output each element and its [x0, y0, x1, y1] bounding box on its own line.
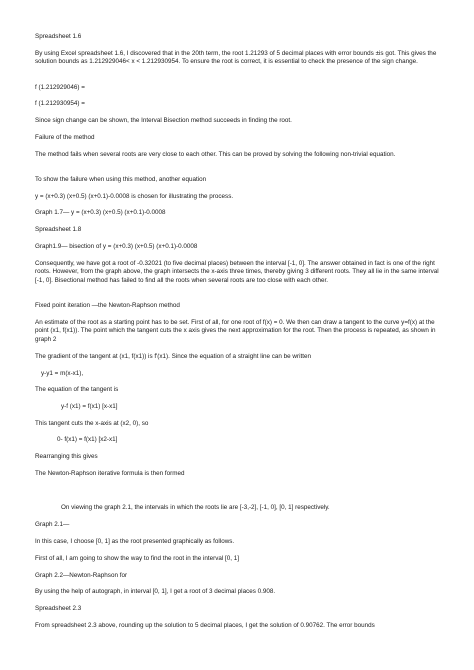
heading-spreadsheet-1-6: Spreadsheet 1.6 [35, 33, 82, 40]
paragraph-root-result: By using Excel spreadsheet 1.6, I discovered that in the 20th term, the root 1.21293 of 5 decimal places with error bounds ±is got. This gives the solution bounds as 1.212929046< x < 1.212930954. To ensure the root is correct, it is essential to check the presence of the sign change. [35, 50, 437, 66]
paragraph-nr-formula: The Newton-Raphson iterative formula is then formed [35, 470, 185, 477]
caption-graph-1-9: Graph1.9— bisection of y = (x+0.3) (x+0.5) (x+0.1)-0.0008 [35, 243, 198, 250]
paragraph-method-fails: The method fails when several roots are very close to each other. This can be proved by solving the following non-trivial equation. [35, 151, 396, 158]
heading-fixed-point-iteration: Fixed point iteration —the Newton-Raphson method [35, 302, 180, 309]
paragraph-viewing-graph-2-1: On viewing the graph 2.1, the intervals in which the roots lie are [-3,-2], [-1, 0], [0, 1] respectively. [61, 504, 330, 511]
paragraph-rearranging: Rearranging this gives [35, 453, 98, 460]
heading-equation-of-tangent: The equation of the tangent is [35, 386, 119, 393]
caption-graph-1-7: Graph 1.7— y = (x+0.3) (x+0.5) (x+0.1)-0.0008 [35, 209, 166, 216]
equation-f-low: f (1.212929046) = [35, 84, 85, 91]
equation-tangent-at-x2: 0- f(x1) = f(x1) [x2-x1] [57, 436, 118, 443]
caption-graph-2-2: Graph 2.2—Newton-Raphson for [35, 572, 128, 579]
paragraph-autograph-result: By using the help of autograph, in interval [0, 1], I get a root of 3 decimal places 0.908. [35, 588, 276, 595]
paragraph-tangent-cuts: This tangent cuts the x-axis at (x2, 0), so [35, 420, 149, 427]
equation-tangent: y-f (x1) = f(x1) [x-x1] [61, 403, 118, 410]
paragraph-gradient-tangent: The gradient of the tangent at (x1, f(x1)) is f'(x1). Since the equation of a straight line can be written [35, 353, 311, 360]
heading-spreadsheet-1-8: Spreadsheet 1.8 [35, 226, 82, 233]
equation-straight-line: y-y1 = m(x-x1), [41, 370, 84, 377]
paragraph-choose-root: In this case, I choose [0, 1] as the root presented graphically as follows. [35, 538, 235, 545]
paragraph-show-failure: To show the failure when using this method, another equation [35, 176, 207, 183]
paragraph-spreadsheet-2-3-result: From spreadsheet 2.3 above, rounding up the solution to 5 decimal places, I get the solution of 0.90762. The error bounds [35, 622, 375, 629]
paragraph-first-of-all: First of all, I am going to show the way to find the root in the interval [0, 1] [35, 555, 240, 562]
equation-chosen: y = (x+0.3) (x+0.5) (x+0.1)-0.0008 is chosen for illustrating the process. [35, 193, 234, 200]
paragraph-consequently: Consequently, we have got a root of -0.32021 (to five decimal places) between the interval [-1, 0]. The answer obtained in fact is one of the right roots. However, from the graph above, the graph intersects the x-axis three times, thereby giving 3 different roots. They all lie in the same interval [-1, 0]. Bisectional method has failed to find all the roots when several roots are too close with each other. [35, 260, 439, 284]
paragraph-sign-change: Since sign change can be shown, the Interval Bisection method succeeds in finding the root. [35, 117, 292, 124]
caption-graph-2-1: Graph 2.1— [35, 521, 70, 528]
heading-failure-of-method: Failure of the method [35, 134, 95, 141]
heading-spreadsheet-2-3: Spreadsheet 2.3 [35, 605, 82, 612]
paragraph-estimate-root: An estimate of the root as a starting point has to be set. First of all, for one root of f(x) = 0. We then can draw a tangent to the curve y=f(x) at the point (x1, f(x1)). The point which the tangent cuts the x axis gives the next approximation for the root. Then the process is repeated, as shown in graph 2 [35, 319, 436, 343]
equation-f-high: f (1.212930954) = [35, 100, 85, 107]
